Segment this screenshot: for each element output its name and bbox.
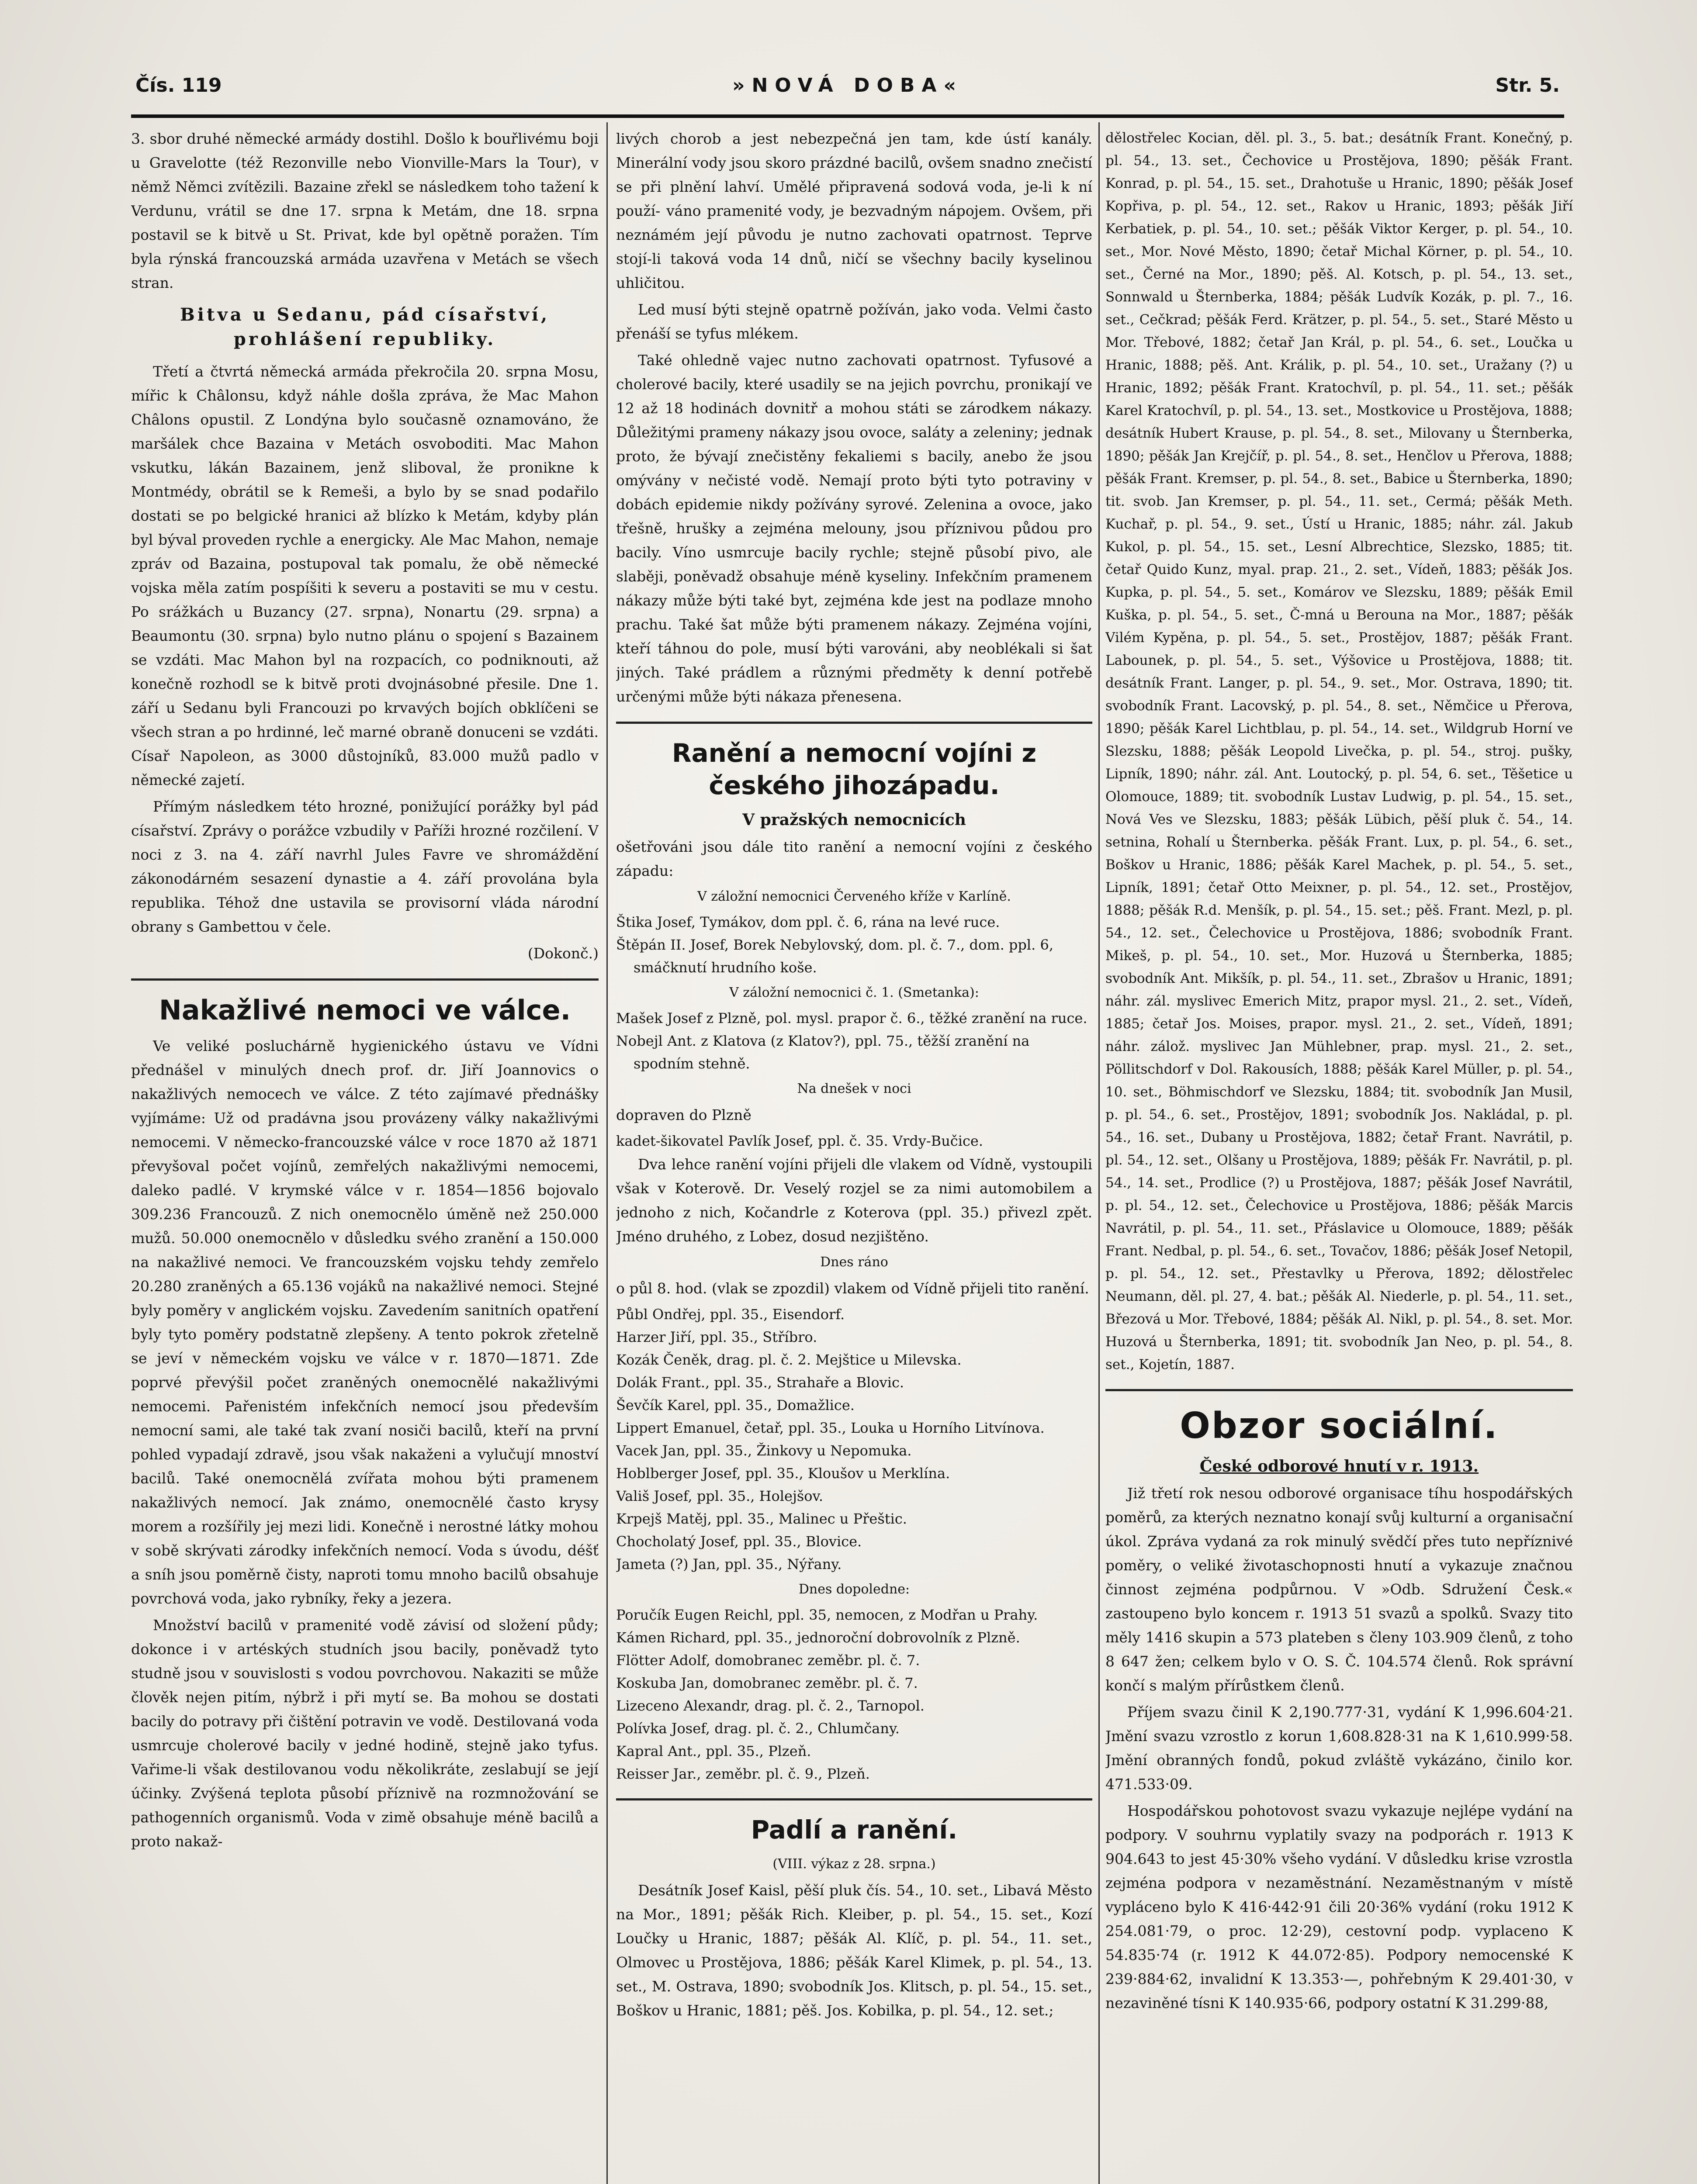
list-item: Vacek Jan, ppl. 35., Žinkovy u Nepomuka. bbox=[616, 1442, 912, 1459]
list-item: Ševčík Karel, ppl. 35., Domažlice. bbox=[616, 1397, 855, 1413]
article-headline: Padlí a ranění. bbox=[751, 1815, 958, 1845]
article-paragraph: Ve veliké posluchárně hygienického ústavu ve Vídni přednášel v minulých dnech prof. dr. Jiří Joannovics o nakažlivých nemocech ve válce. Z této zajímavé přednášky vyjímáme: Už od pradávna jsou provázeny války nakažlivými nemocemi. V německo-francouzské válce v roce 1870 až 1871 převyšoval počet vojínů, zemřelých nakažlivými nemocemi, daleko padlé. V krymské válce v r. 1854—1856 bojovalo 309.236 Francouzů. Z nich onemocnělo úměně než 250.000 mužů. 50.000 onemocnělo v důsledku svého zranění a 150.000 na nakažlivé nemoci. Ve francouzském vojsku tehdy zemřelo 20.280 zraněných a 65.136 vojáků na nakažlivé nemoci. Stejné byly poměry v anglickém vojsku. Zavedením sanitních opatření byly tyto poměry podstatně zlepšeny. A tento pokrok zřetelně se jeví v německém vojsku ve válce v r. 1870—1871. Zde poprvé převýšil počet zraněných onemocnělé nakažlivými nemocemi. Pařenistém infekčních nemocí jsou především nemocní sami, ale také tak zvaní nosiči bacilů, kteří na první pohled vypadají zdravě, jsou však nakaženi a vylučují mnoství bacilů. Také onemocnělá zvířata mohou býti pramenem nakažlivých nemocí. Jak známo, onemocnělé často krysy morem a rozšířily jej mezi lidi. Konečně i nerostné látky mohou v sobě skrývati zárodky infekčních nemocí. Voda s úvodu, déšť a sníh jsou poměrně čisty, naproti tomu mnoho bacilů obsahuje povrchová voda, jako rybníky, řeky a jezera. bbox=[131, 1037, 599, 1607]
list-item: Dolák Frant., ppl. 35., Strahaře a Blovic. bbox=[616, 1374, 904, 1391]
list-item: Koskuba Jan, domobranec zeměbr. pl. č. 7. bbox=[616, 1675, 918, 1691]
list-item: Jameta (?) Jan, ppl. 35., Nýřany. bbox=[616, 1556, 842, 1572]
section-heading: Bitva u Sedanu, pád císařství, prohlášení republiky. bbox=[180, 304, 550, 349]
masthead-title: »NOVÁ DOBA« bbox=[732, 74, 963, 97]
list-item: Půbl Ondřej, ppl. 35., Eisendorf. bbox=[616, 1306, 845, 1323]
list-item: Kapral Ant., ppl. 35., Plzeň. bbox=[616, 1743, 811, 1759]
article-subheading: (VIII. výkaz z 28. srpna.) bbox=[772, 1856, 936, 1872]
article-paragraph: Hospodářskou pohotovost svazu vykazuje nejlépe vydání na podpory. V souhrnu vyplatily svazy na podporách r. 1913 K 904.643 to jest 45·30% všeho vydání. V důsledku krise vzrostla zejména podpora v nezaměstnání. Nezaměstnaným v místě vypláceno bylo K 416·442·91 čili 20·36% vydání (roku 1912 K 254.081·79, o proc. 12·29), cestovní podp. vyplaceno K 54.835·74 (r. 1912 K 44.072·85). Podpory nemocenské K 239·884·62, invalidní K 13.353·—, pohřebným K 29.401·30, v nezaviněné tísni K 140.935·66, podpory ostatní K 31.299·88, bbox=[1105, 1802, 1573, 2011]
list-subheading: Dnes ráno bbox=[820, 1254, 888, 1270]
article-paragraph: 3. sbor druhé německé armády dostihl. Došlo k bouřlivému boji u Gravelotte (též Rezonville nebo Vionville-Mars la Tour), v němž Němci zvítězili. Bazaine zřekl se následkem toho tažení k Verdunu, vrátil se dne 17. srpna k Metám, dne 18. srpna postavil se k bitvě u St. Privat, kde byl opětně poražen. Tím byla rýnská francouzská armáda uzavřena v Metách se všech stran. bbox=[131, 130, 599, 291]
list-item: Harzer Jiří, ppl. 35., Stříbro. bbox=[616, 1329, 817, 1345]
column-divider bbox=[1098, 122, 1100, 2184]
list-item: Kozák Čeněk, drag. pl. č. 2. Mejštice u Milevska. bbox=[616, 1351, 962, 1368]
arrivals-list bbox=[616, 1603, 1092, 1785]
article-rule bbox=[616, 1798, 1092, 1800]
article-rule bbox=[1105, 1389, 1573, 1391]
list-item: Poručík Eugen Reichl, ppl. 35, nemocen, z Modřan u Prahy. bbox=[616, 1607, 1038, 1623]
article-paragraph: Také ohledně vajec nutno zachovati opatrnost. Tyfusové a cholerové bacily, které usadily se na jejich povrchu, pronikají ve 12 až 18 hodinách dovnitř a mohou státi se zárodkem nákazy. Důležitými prameny nákazy jsou ovoce, saláty a zeleniny; jednak proto, že bývají znečistěny fekaliemi s bacily, anebo že jsou omývány v nečisté vodě. Nemají proto býti tyto potraviny v dobách epidemie nikdy požívány syrové. Zelenina a ovoce, jako třešně, hrušky a zejména melouny, jsou příznivou půdou pro bacily. Víno usmrcuje bacily rychle; stejně působí pivo, ale slaběji, poněvadž obsahuje méně kyseliny. Infekčním pramenem nákazy může býti také byt, zejména kde jest na podlaze mnoho prachu. Také šat může býti pramenem nákazy. Zejména vojíni, kteří táhnou do pole, musí býti varováni, aby neoblékali si šat jiných. Také prádlem a různými předměty k denní potřebě určenými může býti nákaza přenesena. bbox=[616, 352, 1092, 705]
article-paragraph: Příjem svazu činil K 2,190.777·31, vydání K 1,996.604·21. Jmění svazu vzrostlo z korun 1,608.828·31 na K 1,610.999·58. Jmění obranných fondů, pokud zvláště vykázáno, činilo kor. 471.533·09. bbox=[1105, 1704, 1573, 1793]
list-item: Štika Josef, Tymákov, dom ppl. č. 6, rána na levé ruce. bbox=[616, 914, 1000, 930]
hospital-heading: V záložní nemocnici Červeného kříže v Karlíně. bbox=[697, 889, 1011, 904]
page-header bbox=[131, 66, 1564, 109]
issue-number: Čís. 119 bbox=[135, 74, 222, 97]
list-item: Lizeceno Alexandr, drag. pl. č. 2., Tarnopol. bbox=[616, 1697, 925, 1714]
list-subheading: Na dnešek v noci bbox=[797, 1081, 911, 1096]
article-rule bbox=[616, 722, 1092, 724]
article-subheading: V pražských nemocnicích bbox=[742, 811, 966, 829]
article-headline: Nakažlivé nemoci ve válce. bbox=[159, 994, 571, 1026]
article-paragraph: Desátník Josef Kaisl, pěší pluk čís. 54., 10. set., Libavá Město na Mor., 1891; pěšák Rich. Kleiber, p. pl. 54., 15. set., Kozí Loučky u Hranic, 1887; pěšák Al. Klíč, p. pl. 54., 11. set., Olmovec u Prostějova, 1886; pěšák Karel Klimek, p. pl. 54., 13. set., M. Ostrava, 1890; svobodník Jos. Klitsch, p. pl. 54., 15. set., Boškov u Hranic, 1881; pěš. Jos. Kobilka, p. pl. 54., 12. set.; bbox=[616, 1882, 1092, 2019]
article-paragraph: ošetřováni jsou dále tito ranění a nemocní vojíni z českého západu: bbox=[616, 838, 1092, 879]
column-2 bbox=[616, 127, 1092, 2184]
article-paragraph: Třetí a čtvrtá německá armáda překročila 20. srpna Mosu, mířic k Châlonsu, když náhle došla zpráva, že Mac Mahon Châlons opustil. Z Londýna bylo současně oznamováno, že maršálek chce Bazaina v Metách osvoboditi. Mac Mahon vskutku, lákán Bazainem, jenž sliboval, že pronikne k Montmédy, obrátil se k Remeši, a bylo by se snad podařilo dostati se po belgické hranici až blízko k Metám, kdyby plán byl býval proveden rychle a energicky. Ale Mac Mahon, nemaje zpráv od Bazaina, postupoval tak pomalu, že obě německé vojska měla zatím pospíšiti k severu a postaviti se mu v cestu. Po srážkách u Buzancy (27. srpna), Nonartu (29. srpna) a Beaumontu (30. srpna) bylo nutno plánu o spojení s Bazainem se vzdáti. Mac Mahon byl na rozpacích, co podniknouti, až konečně rozhodl se k bitvě proti dvojnásobné přesile. Dne 1. září u Sedanu byli Francouzi po krvavých bojích obklíčeni se všech stran a po hrdinné, leč marné obraně donuceni se vzdáti. Císař Napoleon, as 3000 důstojníků, 83.000 mužů padlo v německé zajetí. bbox=[131, 363, 599, 788]
list-item: Nobejl Ant. z Klatova (z Klatov?), ppl. 75., těžší zranění na spodním stehně. bbox=[616, 1033, 1030, 1072]
list-item: Hoblberger Josef, ppl. 35., Kloušov u Merklína. bbox=[616, 1465, 950, 1482]
article-paragraph: livých chorob a jest nebezpečná jen tam, kde ústí kanály. Minerální vody jsou skoro prázdné bacilů, ovšem snadno znečistí se při plnění lahví. Umělé připravená sodová voda, je-li k ní použí- váno pramenité vody, je bezvadným nápojem. Ovšem, při neznámém její původu je nutno zachovati opatrnost. Teprve stojí-li taková voda 14 dnů, ničí se všechny bacily kyselinou uhličitou. bbox=[616, 130, 1092, 291]
article-paragraph: Množství bacilů v pramenité vodě závisí od složení půdy; dokonce i v artéských studních jsou bacily, poněvadž tyto studně jsou v souvislosti s vodou povrchovou. Nakaziti se může člověk nejen pitím, nýbrž i při mytí se. Ba mohou se dostati bacily do potravy při čištění potravin ve vodě. Destilovaná voda usmrcuje cholerové bacily v jedné hodině, stejně jako tyfus. Vařime-li však destilovanou vodu několikráte, zeslabují se její účinky. Zvýšená teplota působí příznivě na rozmnožování se pathogenních organismů. Voda v zimě obsahuje méně bacilů a proto nakaž- bbox=[131, 1617, 599, 1850]
article-paragraph: Již třetí rok nesou odborové organisace tíhu hospodářských poměrů, za kterých neznatno konají svůj kulturní a organisační úkol. Zpráva vydaná za rok minulý svědčí přes tuto nepříznivé poměry, o veliké životaschopnosti hnutí a vykazuje značnou činnost zejména podpůrnou. V »Odb. Sdružení Česk.« zastoupeno bylo koncem r. 1913 51 svazů a spolků. Svazy tito měly 1416 skupin a 573 plateben s členy 103.909 členů, z toho 8 647 žen; celkem bylo v O. S. Č. 104.574 členů. Rok správní končí s malým přírůstkem členů. bbox=[1105, 1485, 1573, 1694]
list-item: Polívka Josef, drag. pl. č. 2., Chlumčany. bbox=[616, 1720, 900, 1737]
article-headline: Ranění a nemocní vojíni z českého jihozápadu. bbox=[672, 738, 1037, 800]
article-paragraph: Přímým následkem této hrozné, ponižující porážky byl pád císařství. Zprávy o porážce vzbudily v Paříži hrozné rozčilení. V noci z 3. na 4. září navrhl Jules Favre ve shromáždění zákonodárném sesazení dynastie a 4. září provolána byla republika. Téhož dne ustavila se provisorní vláda národní obrany s Gambettou v čele. bbox=[131, 798, 599, 935]
article-paragraph: o půl 8. hod. (vlak se zpozdil) vlakem od Vídně přijeli tito ranění. bbox=[616, 1280, 1089, 1297]
page-number: Str. 5. bbox=[1495, 74, 1560, 97]
list-item: kadet-šikovatel Pavlík Josef, ppl. č. 35. Vrdy-Bučice. bbox=[616, 1133, 983, 1149]
casualty-list bbox=[1105, 127, 1573, 1376]
article-headline: Obzor sociální. bbox=[1180, 1405, 1499, 1447]
list-item: Vališ Josef, ppl. 35., Holejšov. bbox=[616, 1488, 823, 1504]
list-item: Krpejš Matěj, ppl. 35., Malinec u Přeštic. bbox=[616, 1510, 907, 1527]
article-rule bbox=[131, 978, 599, 981]
article-paragraph: dělostřelec Kocian, děl. pl. 3., 5. bat.; desátník Frant. Konečný, p. pl. 54., 13. set., Čechovice u Prostějova, 1890; pěšák Frant. Konrad, p. pl. 54., 15. set., Drahotuše u Hranic, 1890; pěšák Josef Kopřiva, p. pl. 54., 12. set., Rakov u Hranic, 1893; pěšák Jiří Kerbatiek, p. pl. 54., 10. set.; pěšák Viktor Kerger, p. pl. 54., 10. set., Mor. Nové Město, 1890; četař Michal Körner, p. pl. 54., 10. set., Černé na Mor., 1890; pěš. Al. Kotsch, p. pl. 54., 13. set., Sonnwald u Šternberka, 1884; pěšák Ludvík Kozák, p. pl. 7., 16. set., Cečkrad; pěšák Ferd. Krätzer, p. pl. 54., 5. set., Staré Město u Mor. Třebové, 1882; četař Jan Král, p. pl. 54., 6. set., Loučka u Hranic, 1888; pěš. Ant. Králik, p. pl. 54., 10. set., Uražany (?) u Hranic, 1892; pěšák Frant. Kratochvíl, p. pl. 54., 11. set.; pěšák Karel Kratochvíl, p. pl. 54., 13. set., Mostkovice u Prostějova, 1888; desátník Hubert Krause, p. pl. 54., 8. set., Milovany u Šternberka, 1890; pěšák Jan Krejčíř, p. pl. 54., 8. set., Henčlov u Přerova, 1888; pěšák Frant. Kremser, p. pl. 54., 8. set., Babice u Šternberka, 1890; tit. svob. Jan Kremser, p. pl. 54., 11. set., Cermá; pěšák Meth. Kuchař, p. pl. 54., 9. set., Ústí u Hranic, 1885; náhr. zál. Jakub Kukol, p. pl. 54., 15. set., Lesní Albrechtice, Slezsko, 1885; tit. četař Quido Kunz, myal. prap. 21., 2. set., Vídeň, 1883; pěšák Jos. Kupka, p. pl. 54., 5. set., Komárov ve Slezsku, 1889; pěšák Emil Kuška, p. pl. 54., 5. set., Č-mná u Berouna na Mor., 1887; pěšák Vilém Kypěna, p. pl. 54., 5. set., Prostějov, 1887; pěšák Frant. Labounek, p. pl. 54., 5. set., Výšovice u Prostějova, 1888; tit. desátník Frant. Langer, p. pl. 54., 9. set., Mor. Ostrava, 1890; tit. svobodník Frant. Lacovský, p. pl. 54., 8. set., Němčice u Přerova, 1890; pěšák Karel Lichtblau, p. pl. 54., 14. set., Wildgrub Horní ve Slezsku, 1888; pěšák Leopold Livečka, p. pl. 54., stroj. pušky, Lipník, 1890; náhr. zál. Ant. Loutocký, p. pl. 54, 6. set., Těšetice u Olomouce, 1889; tit. svobodník Lustav Ludwig, p. pl. 54., 15. set., Nová Ves ve Slezsku, 1883; pěšák Lübich, pěší pluk č. 54., 14. setnina, Rohalí u Šternberka. pěšák Frant. Lux, p. pl. 54., 6. set., Boškov u Hranic, 1886; pěšák Karel Machek, p. pl. 54., 5. set., Lipník, 1891; četař Otto Meixner, p. pl. 54., 12. set., Prostějov, 1888; pěšák R.d. Menšík, p. pl. 54., 15. set.; pěš. Frant. Mezl, p. pl. 54., 12. set., Čelechovice u Prostějova, 1886; svobodník Frant. Mikeš, p. pl. 54., 10. set., Mor. Huzová u Šternberka, 1885; svobodník Ant. Mikšík, p. pl. 54., 11. set., Zbrašov u Hranic, 1891; náhr. zál. myslivec Emerich Mitz, prapor mysl. 21., 2. set., Vídeň, 1885; četař Jos. Moises, prapor. mysl. 21., 2. set., Vídeň, 1891; náhr. zálož. myslivec Jan Mühlebner, prap. mysl. 21., 2. set., Pöllitschdorf v Dol. Rakousích, 1888; pěšák Karel Müller, p. pl. 54., 10. set., Böhmischdorf ve Slezsku, 1884; tit. svobodník Jan Musil, p. pl. 54., 6. set., Prostějov, 1891; svobodník Jos. Nakládal, p. pl. 54., 16. set., Dubany u Prostějova, 1882; četař Frant. Navrátil, p. pl. 54., 12. set., Olšany u Prostějova, 1889; pěšák Fr. Navrátil, p. pl. 54., 14. set., Prodlice (?) u Prostějova, 1887; pěšák Josef Navrátil, p. pl. 54., 12. set., Čelechovice u Prostějova, 1886; pěšák Marcis Navrátil, p. pl. 54., 11. set., Přáslavice u Olomouce, 1889; pěšák Frant. Nedbal, p. pl. 54., 6. set., Tovačov, 1886; pěšák Josef Netopil, p. pl. 54., 12. set., Přestavlky u Přerova, 1892; dělostřelec Neumann, děl. pl. 27, 4. bat.; pěšák Al. Niederle, p. pl. 54., 11. set., Březová u Mor. Třebové, 1884; pěšák Al. Nikl, p. pl. 54., 8. set. Mor. Huzová u Šternberka, 1891; tit. svobodník Jan Neo, p. pl. 54., 8. set., Kojetín, 1887. bbox=[1105, 130, 1573, 1372]
list-item: Štěpán II. Josef, Borek Nebylovský, dom. pl. č. 7., dom. ppl. 6, smáčknutí hrudního koše. bbox=[616, 936, 1053, 976]
list-subheading: Dnes dopoledne: bbox=[798, 1582, 910, 1597]
continuation-note: (Dokonč.) bbox=[527, 945, 599, 962]
article-paragraph: Led musí býti stejně opatrně požíván, jako voda. Velmi často přenáší se tyfus mlékem. bbox=[616, 301, 1092, 342]
arrivals-list bbox=[616, 1303, 1092, 1576]
list-item: Lippert Emanuel, četař, ppl. 35., Louka u Horního Litvínova. bbox=[616, 1420, 1045, 1436]
list-item: Flötter Adolf, domobranec zeměbr. pl. č. 7. bbox=[616, 1652, 920, 1669]
column-divider bbox=[606, 122, 608, 2184]
list-item: Mašek Josef z Plzně, pol. mysl. prapor č. 6., těžké zranění na ruce. bbox=[616, 1010, 1087, 1026]
list-item: Reisser Jar., zeměbr. pl. č. 9., Plzeň. bbox=[616, 1766, 870, 1782]
article-paragraph: Dva lehce ranění vojíni přijeli dle vlakem od Vídně, vystoupili však v Koterově. Dr. Veselý rozjel se za nimi automobilem a jednoho z nich, Kočandrle z Koterova (ppl. 35.) přivezl zpět. Jméno druhého, z Lobez, dosud nezjištěno. bbox=[616, 1156, 1092, 1245]
article-paragraph: dopraven do Plzně bbox=[616, 1106, 752, 1123]
article-subheading: České odborové hnutí v r. 1913. bbox=[1199, 1457, 1479, 1476]
list-item: Kámen Richard, ppl. 35., jednoroční dobrovolník z Plzně. bbox=[616, 1629, 1020, 1646]
hospital-heading: V záložní nemocnici č. 1. (Smetanka): bbox=[729, 985, 979, 1000]
column-3 bbox=[1105, 127, 1573, 2184]
column-1 bbox=[131, 127, 599, 2184]
header-rule bbox=[131, 114, 1564, 118]
list-item: Chocholatý Josef, ppl. 35., Blovice. bbox=[616, 1533, 862, 1550]
